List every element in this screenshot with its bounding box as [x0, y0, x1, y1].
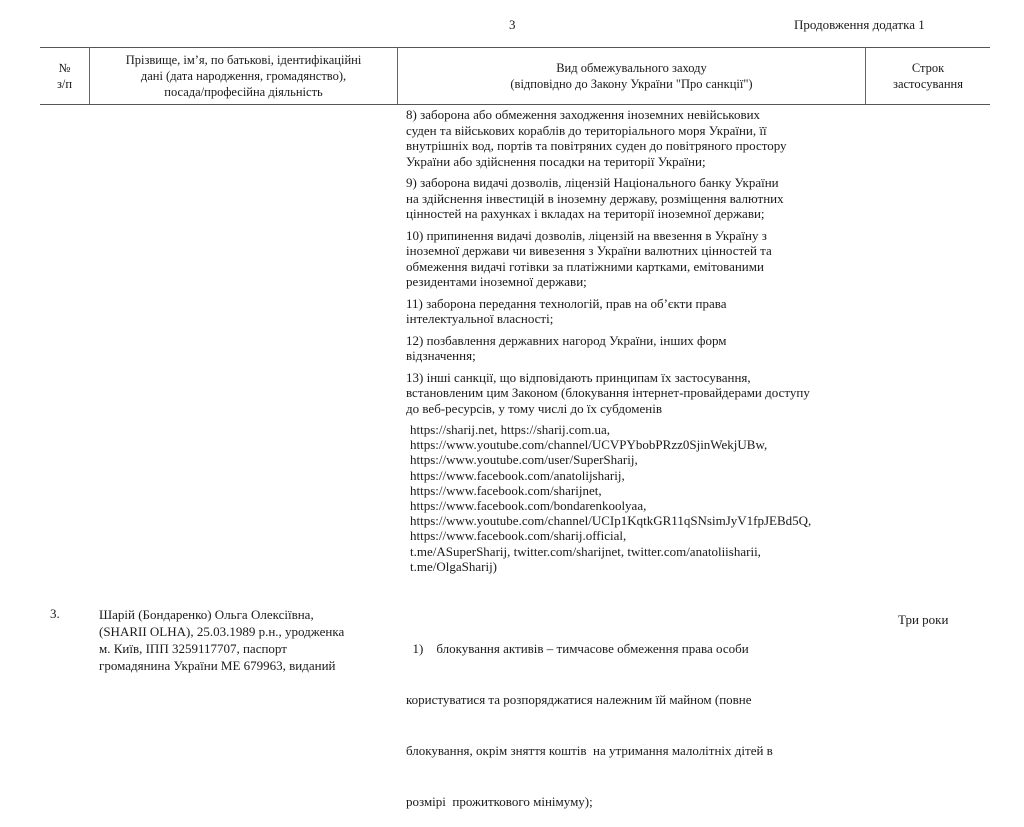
- measure-item: [406, 370, 811, 417]
- url-line: https://www.facebook.com/anatolijsharij,: [410, 467, 625, 483]
- row3-measure: [406, 606, 773, 827]
- row3-measure-line: користуватися та розпоряджатися належним їй майном (повне: [406, 692, 752, 707]
- url-line: t.me/OlgaSharij): [410, 558, 498, 574]
- header-num-cell: [40, 60, 89, 92]
- url-line: https://www.facebook.com/sharij.official,: [410, 528, 627, 544]
- header-term-cell: [866, 60, 990, 92]
- measure-line: 10) припинення видачі дозволів, ліцензій на ввезення в Україну з: [406, 227, 767, 243]
- measure-line: на здійснення інвестицій в іноземну державу, розміщення валютних: [406, 190, 784, 206]
- header-measure-line: Вид обмежувального заходу: [556, 61, 707, 75]
- measure-line: 9) заборона видачі дозволів, ліцензій Національного банку України: [406, 175, 779, 190]
- row3-person-line: громадянина України МЕ 679963, виданий: [99, 658, 336, 673]
- header-top-rule: [40, 47, 990, 48]
- measure-line: до веб-ресурсів, у тому числі до їх субдоменів: [406, 400, 662, 416]
- continuation-label: Продовження додатка 1: [794, 17, 925, 32]
- measure-line: 12) позбавлення державних нагород України, інших форм: [406, 332, 727, 348]
- url-list: [406, 422, 811, 574]
- page-number: 3: [509, 17, 516, 32]
- header-num-line1: №: [58, 61, 71, 75]
- url-line: t.me/ASuperSharij, twitter.com/sharijnet, twitter.com/anatoliisharii,: [410, 543, 761, 559]
- header-measure-cell: [398, 60, 865, 92]
- measure-line: 8) заборона або обмеження заходження іноземних невійськових: [406, 107, 761, 122]
- row3-measure-line: блокування, окрім зняття коштів на утримання малолітніх дітей в: [406, 743, 773, 758]
- header-person-cell: [90, 52, 397, 100]
- url-line: https://www.youtube.com/user/SuperSharij,: [410, 452, 638, 468]
- measure-line: відзначення;: [406, 348, 476, 363]
- measure-line: 11) заборона передання технологій, прав на об’єкти права: [406, 295, 727, 311]
- measure-item: [406, 107, 811, 169]
- measure-line: суден та військових кораблів до територіального моря України, її: [406, 122, 767, 138]
- measure-line: 13) інші санкції, що відповідають принципам їх застосування,: [406, 369, 751, 385]
- row3-person-line: (SHARII OLHA), 25.03.1989 р.н., уродженка: [99, 624, 345, 639]
- measure-line: України або здійснення посадки на території України;: [406, 153, 706, 169]
- header-person-line: дані (дата народження, громадянство),: [140, 69, 347, 83]
- row3-measure-line: розмірі прожиткового мінімуму);: [406, 794, 593, 809]
- measures-column: [406, 107, 811, 574]
- url-line: https://www.youtube.com/channel/UCIp1KqtkGR11qSNsimJyV1fpJEBd5Q,: [410, 513, 812, 529]
- measure-line: резидентами іноземної держави;: [406, 274, 587, 289]
- row3-person: [99, 606, 344, 674]
- measure-item: [406, 175, 811, 222]
- header-bottom-rule: [40, 104, 990, 105]
- row3-measure-line: 1) блокування активів – тимчасове обмеження права особи: [406, 641, 749, 656]
- measure-line: встановленим цим Законом (блокування інтернет-провайдерами доступу: [406, 385, 810, 400]
- header-term-line: застосування: [893, 77, 963, 91]
- measure-line: внутрішніх вод, портів та повітряних суден до повітряного простору: [406, 138, 787, 153]
- measure-line: цінностей на рахунках і вкладах на території іноземної держави;: [406, 206, 765, 221]
- measure-line: іноземної держави чи вивезення з України валютних цінностей та: [406, 243, 772, 258]
- row3-person-line: м. Київ, ІПП 3259117707, паспорт: [99, 641, 287, 656]
- header-measure-line: (відповідно до Закону України "Про санкції"): [510, 77, 753, 91]
- header-term-line: Строк: [911, 61, 945, 75]
- row3-number: 3.: [50, 606, 60, 621]
- header-person-line: Прізвище, ім’я, по батькові, ідентифікаційні: [125, 53, 362, 67]
- measure-item: [406, 333, 811, 364]
- measure-line: інтелектуальної власності;: [406, 311, 554, 326]
- url-line: https://www.youtube.com/channel/UCVPYbobPRzz0SjinWekjUBw,: [410, 437, 768, 453]
- url-line: https://sharij.net, https://sharij.com.ua,: [410, 422, 611, 437]
- url-line: https://www.facebook.com/sharijnet,: [410, 482, 602, 498]
- row3-person-line: Шарій (Бондаренко) Ольга Олексіївна,: [99, 607, 314, 622]
- header-person-line: посада/професійна діяльність: [164, 85, 323, 99]
- measure-item: [406, 296, 811, 327]
- measure-item: [406, 228, 811, 290]
- row3-term: Три роки: [898, 612, 949, 627]
- measure-line: обмеження видачі готівки за платіжними картками, емітованими: [406, 258, 764, 274]
- url-line: https://www.facebook.com/bondarenkoolyaa,: [410, 498, 647, 514]
- header-num-line2: з/п: [56, 77, 73, 91]
